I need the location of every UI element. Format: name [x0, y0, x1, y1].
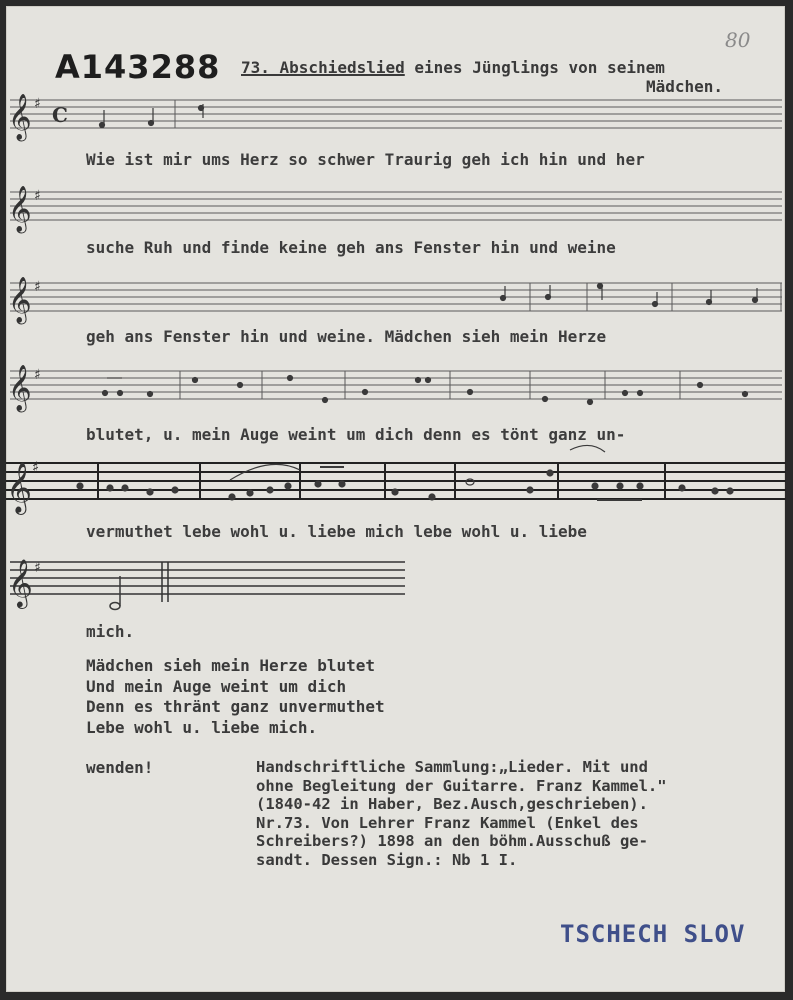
verse-line: Mädchen sieh mein Herze blutet [86, 656, 375, 675]
staff-4 [10, 371, 782, 399]
staff-1 [10, 100, 782, 128]
treble-clef-icon: 𝄞 [8, 186, 32, 232]
turn-over-note: wenden! [86, 758, 154, 777]
lyric-line-6: mich. [86, 622, 135, 641]
country-stamp: TSCHECH SLOV [560, 920, 746, 948]
verse-block [86, 656, 385, 738]
source-line: Nr.73. Von Lehrer Franz Kammel (Enkel des [256, 813, 639, 832]
staff-6 [10, 562, 405, 602]
pencil-number: 80 [725, 28, 751, 52]
svg-text:♯: ♯ [34, 560, 41, 576]
treble-clef-icon: 𝄞 [8, 365, 32, 411]
svg-text:C: C [52, 103, 68, 127]
source-line: (1840-42 in Haber, Bez.Ausch,geschrieben). [256, 795, 648, 813]
treble-clef-icon: 𝄞 [8, 277, 32, 323]
archive-number-text: A143288 [55, 48, 221, 86]
song-title-number: 73. Abschiedslied [241, 58, 405, 77]
lyric-line-4: blutet, u. mein Auge weint um dich denn es tönt ganz un- [86, 425, 626, 444]
svg-text:♯: ♯ [34, 279, 41, 295]
treble-clef-icon: 𝄞 [6, 462, 33, 513]
lyric-line-2: suche Ruh und finde keine geh ans Fenster hin und weine [86, 238, 616, 257]
verse-line: Lebe wohl u. liebe mich. [86, 717, 318, 737]
lyric-line-1: Wie ist mir ums Herz so schwer Traurig geh ich hin und her [86, 150, 645, 169]
svg-text:♯: ♯ [32, 458, 40, 476]
svg-text:♯: ♯ [34, 367, 41, 383]
verse-line: Und mein Auge weint um dich [86, 676, 347, 696]
treble-clef-icon: 𝄞 [8, 558, 33, 607]
source-line: ohne Begleitung der Guitarre. Franz Kammel." [256, 776, 667, 795]
verse-line: Denn es thränt ganz unvermuthet [86, 697, 385, 716]
svg-text:♯: ♯ [34, 188, 41, 204]
lyric-line-5: vermuthet lebe wohl u. liebe mich lebe wohl u. liebe [86, 522, 587, 541]
svg-text:♯: ♯ [34, 96, 41, 112]
source-line: Handschriftliche Sammlung:„Lieder. Mit und [256, 758, 648, 776]
source-note [256, 758, 776, 869]
staff-3 [10, 283, 782, 311]
lyric-line-3: geh ans Fenster hin und weine. Mädchen sieh mein Herze [86, 327, 607, 346]
source-line: Schreibers?) 1898 an den böhm.Ausschuß ge- [256, 832, 648, 850]
source-line: sandt. Dessen Sign.: Nb 1 I. [256, 850, 518, 869]
staff-2 [10, 192, 782, 220]
song-title-line2: Mädchen. [646, 77, 724, 96]
song-title-rest: eines Jünglings von seinem [404, 58, 665, 77]
treble-clef-icon: 𝄞 [8, 94, 32, 140]
